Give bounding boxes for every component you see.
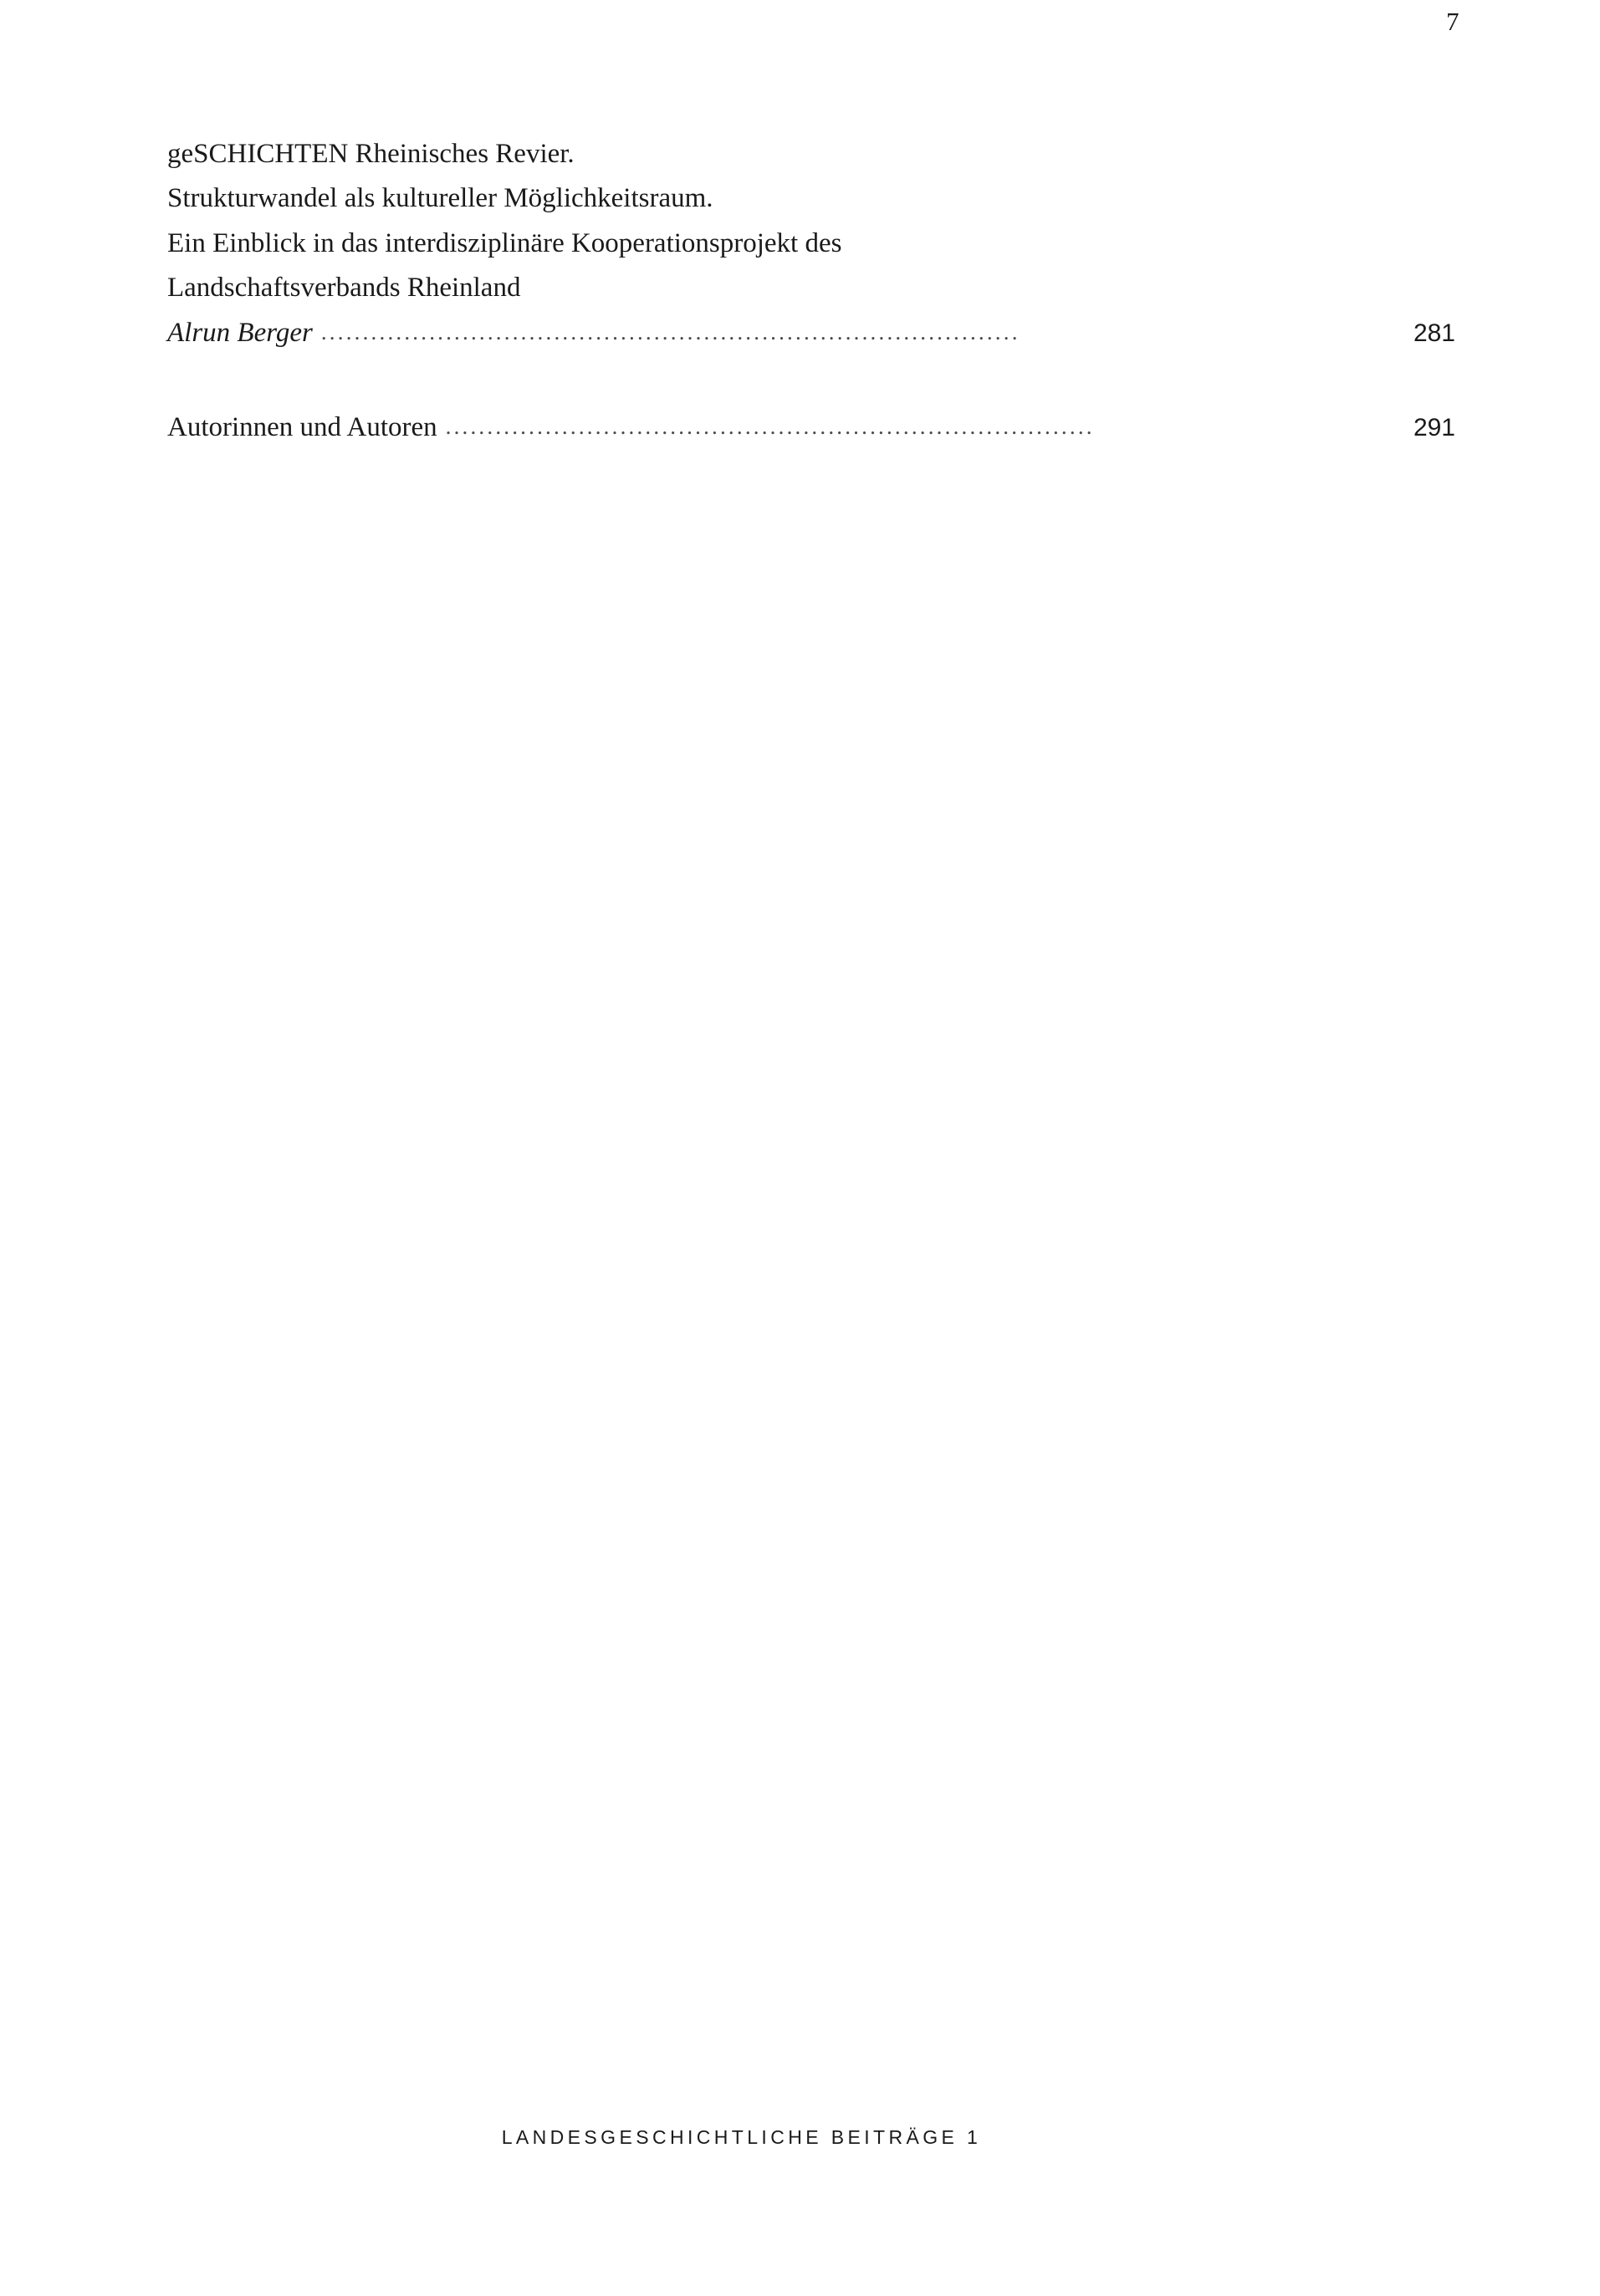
toc-title-line: Strukturwandel als kultureller Möglichkeitsraum. [167,183,713,214]
toc-entry-page: 281 [1413,319,1455,347]
toc-title-line: Landschaftsverbands Rheinland [167,273,521,304]
table-of-contents [167,132,1455,451]
toc-leader-dots: .................................................................................... [320,319,1020,344]
page-number: 7 [1446,7,1459,36]
toc-entry[interactable] [167,406,1455,450]
toc-entry-page: 291 [1413,414,1455,442]
page-footer [0,2126,1600,2149]
toc-entry-row [167,406,1455,450]
toc-entry-title: Autorinnen und Autoren [167,412,437,443]
toc-entry-author: Alrun Berger [167,317,313,348]
toc-entry[interactable] [167,132,1455,355]
toc-leader-dots: .............................................................................. [445,414,1095,440]
footer-series-title: LANDESGESCHICHTLICHE BEITRÄGE 1 [501,2126,982,2148]
toc-entry-author-row [167,311,1455,355]
toc-entry-title [167,132,1455,311]
toc-entry-spacer [167,355,1455,406]
toc-title-line: Ein Einblick in das interdisziplinäre Kooperationsprojekt des [167,227,842,258]
toc-title-line: geSCHICHTEN Rheinisches Revier. [167,139,575,169]
